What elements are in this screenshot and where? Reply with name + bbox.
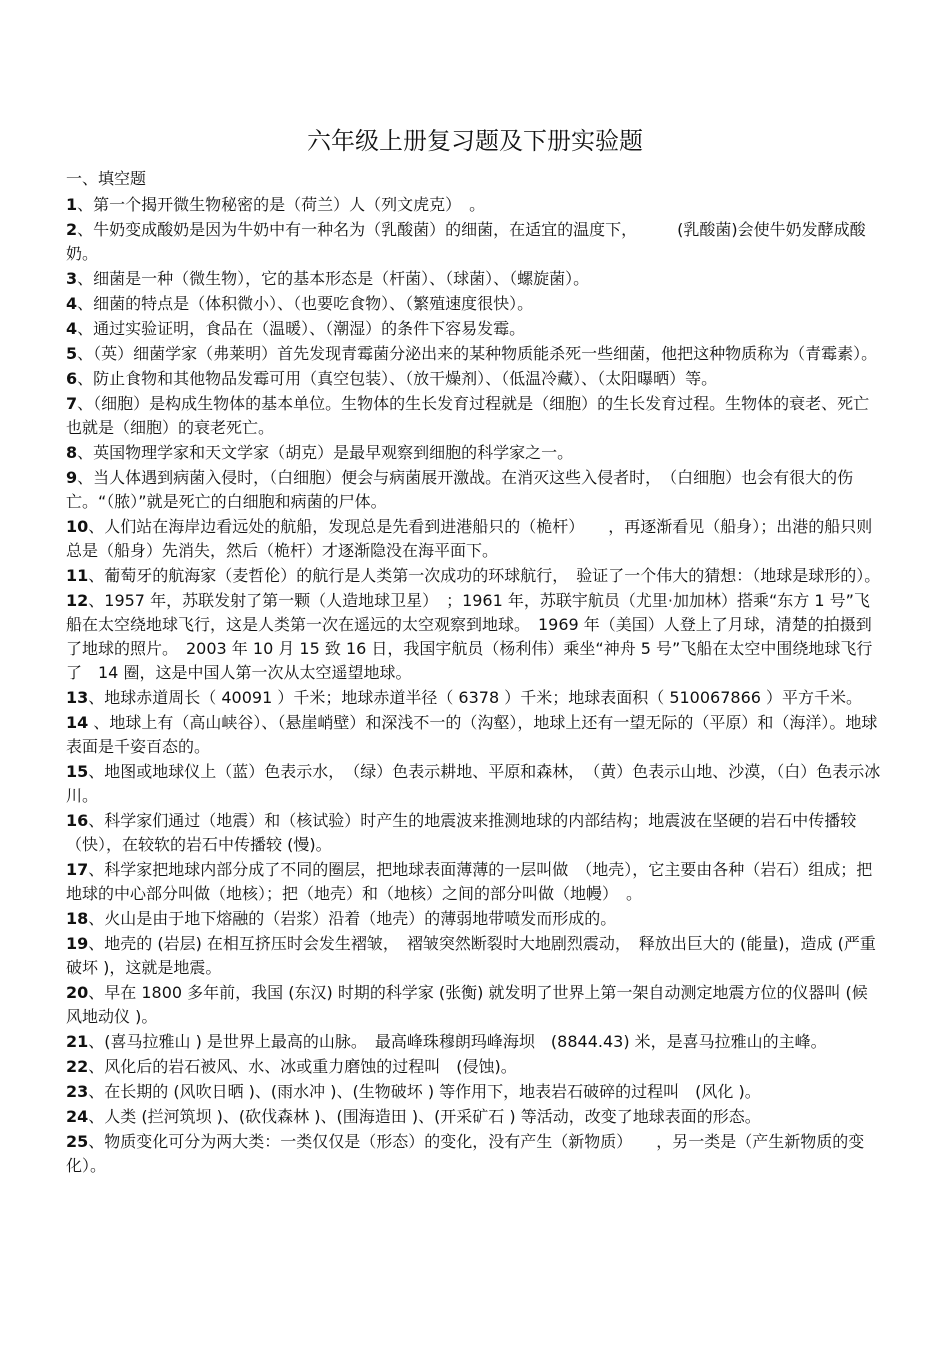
question-text: 、风化后的岩石被风、水、冰或重力磨蚀的过程叫 (侵蚀)。 [88, 1057, 517, 1076]
question-item [66, 466, 882, 514]
question-number: 22 [66, 1057, 89, 1076]
question-item [66, 809, 882, 857]
question-item [66, 392, 882, 440]
section-heading: 一、填空题 [66, 169, 147, 188]
question-item [66, 441, 882, 465]
question-item [66, 858, 882, 906]
question-number: 12 [66, 591, 89, 610]
question-text: 、物质变化可分为两大类：一类仅仅是（形态）的变化，没有产生（新物质） ，另一类是（产生新物质的变化）。 [66, 1132, 865, 1175]
question-item [66, 1080, 882, 1104]
question-text: 、当人体遇到病菌入侵时，（白细胞）便会与病菌展开激战。在消灭这些入侵者时， （白细胞）也会有很大的伤亡。“（脓）”就是死亡的白细胞和病菌的尸体。 [66, 468, 854, 511]
question-text: 、通过实验证明，食品在（温暖）、（潮湿）的条件下容易发霉。 [77, 319, 526, 338]
question-number: 3 [66, 269, 78, 288]
question-number: 5 [66, 344, 78, 363]
question-number: 24 [66, 1107, 89, 1126]
question-number: 13 [66, 688, 89, 707]
question-text: 、第一个揭开微生物秘密的是（荷兰）人（列文虎克） 。 [77, 195, 486, 214]
question-item [66, 1030, 882, 1054]
question-text: 、在长期的 (风吹日晒 )、(雨水冲 )、(生物破坏 ) 等作用下，地表岩石破碎的过程叫 (风化 )。 [88, 1082, 761, 1101]
question-number: 15 [66, 762, 89, 781]
question-item [66, 1055, 882, 1079]
question-text: 、(喜马拉雅山 ) 是世界上最高的山脉。 最高峰珠穆朗玛峰海坝 (8844.43) 米，是喜马拉雅山的主峰。 [88, 1032, 827, 1051]
question-number: 19 [66, 934, 89, 953]
question-number: 17 [66, 860, 89, 879]
question-text: 、牛奶变成酸奶是因为牛奶中有一种名为（乳酸菌）的细菌，在适宜的温度下， (乳酸菌)会使牛奶发酵成酸奶。 [66, 220, 866, 263]
question-number: 18 [66, 909, 89, 928]
question-number: 7 [66, 394, 78, 413]
question-item [66, 564, 882, 588]
question-number: 4 [66, 319, 78, 338]
question-text: 、地图或地球仪上（蓝）色表示水， （绿）色表示耕地、平原和森林， （黄）色表示山地、沙漠，（白）色表示冰川。 [66, 762, 881, 805]
question-number: 8 [66, 443, 78, 462]
question-item [66, 760, 882, 808]
question-list [66, 193, 882, 1179]
question-item [66, 1105, 882, 1129]
question-text: 、科学家们通过（地震）和（核试验）时产生的地震波来推测地球的内部结构；地震波在坚硬的岩石中传播较（快），在较软的岩石中传播较 (慢)。 [66, 811, 857, 854]
question-item [66, 292, 882, 316]
question-text: 、（细胞）是构成生物体的基本单位。生物体的生长发育过程就是（细胞）的生长发育过程。生物体的衰老、死亡也就是（细胞）的衰老死亡。 [66, 394, 870, 437]
question-text: 、地壳的 (岩层) 在相互挤压时会发生褶皱， 褶皱突然断裂时大地剧烈震动， 释放出巨大的 (能量)，造成 (严重破坏 )，这就是地震。 [66, 934, 876, 977]
question-text: 、（英）细菌学家（弗莱明）首先发现青霉菌分泌出来的某种物质能杀死一些细菌，他把这种物质称为（青霉素）。 [77, 344, 878, 363]
question-text: 、细菌是一种（微生物），它的基本形态是（杆菌）、（球菌）、（螺旋菌）。 [77, 269, 590, 288]
question-text: 、早在 1800 多年前，我国 (东汉) 时期的科学家 (张衡) 就发明了世界上第一架自动测定地震方位的仪器叫 (候风地动仪 )。 [66, 983, 868, 1026]
question-item [66, 193, 882, 217]
question-number: 10 [66, 517, 89, 536]
question-text: 、人类 (拦河筑坝 )、(砍伐森林 )、(围海造田 )、(开采矿石 ) 等活动，改变了地球表面的形态。 [88, 1107, 761, 1126]
question-text: 、细菌的特点是（体积微小）、（也要吃食物）、（繁殖速度很快）。 [77, 294, 534, 313]
question-item [66, 342, 882, 366]
question-number: 1 [66, 195, 78, 214]
question-text: 、地球赤道周长（ 40091 ）千米；地球赤道半径（ 6378 ）千米；地球表面积（ 510067866 ）平方千米。 [88, 688, 863, 707]
question-text: 、英国物理学家和天文学家（胡克）是最早观察到细胞的科学家之一。 [77, 443, 574, 462]
question-item [66, 589, 882, 685]
question-item [66, 981, 882, 1029]
question-text: 、葡萄牙的航海家（麦哲伦）的航行是人类第一次成功的环球航行， 验证了一个伟大的猜想：（地球是球形的）。 [88, 566, 881, 585]
question-item [66, 317, 882, 341]
question-number: 16 [66, 811, 89, 830]
question-number: 6 [66, 369, 78, 388]
question-number: 2 [66, 220, 78, 239]
question-number: 20 [66, 983, 89, 1002]
question-item [66, 907, 882, 931]
question-number: 23 [66, 1082, 89, 1101]
question-item [66, 267, 882, 291]
question-item [66, 367, 882, 391]
question-number: 11 [66, 566, 89, 585]
question-text: 、1957 年，苏联发射了第一颗（人造地球卫星） ；1961 年，苏联宇航员（尤里·加加林）搭乘“东方 1 号”飞船在太空绕地球飞行，这是人类第一次在遥远的太空观察到地球。 1969 年（美国）人登上了月球，清楚的拍摄到了地球的照片。 2003 年 10 月 15 致 16 日，我国宇航员（杨利伟）乘坐“神舟 5 号”飞船在太空中围绕地球飞行了 14 圈，这是中国人第一次从太空遥望地球。 [66, 591, 873, 682]
question-text: 、火山是由于地下熔融的（岩浆）沿着（地壳）的薄弱地带喷发而形成的。 [88, 909, 617, 928]
question-text: 、人们站在海岸边看远处的航船，发现总是先看到进港船只的（桅杆） ，再逐渐看见（船身）；出港的船只则总是（船身）先消失，然后（桅杆）才逐渐隐没在海平面下。 [66, 517, 873, 560]
question-text: 、防止食物和其他物品发霉可用（真空包装）、（放干燥剂）、（低温冷藏）、（太阳曝晒）等。 [77, 369, 718, 388]
question-item [66, 1130, 882, 1178]
question-text: 、科学家把地球内部分成了不同的圈层，把地球表面薄薄的一层叫做 （地壳），它主要由各种（岩石）组成；把地球的中心部分叫做（地核）；把（地壳）和（地核）之间的部分叫做（地幔） 。 [66, 860, 873, 903]
question-number: 25 [66, 1132, 89, 1151]
question-item [66, 218, 882, 266]
document-title: 六年级上册复习题及下册实验题 [307, 127, 643, 155]
question-number: 21 [66, 1032, 89, 1051]
question-text: 、地球上有（高山峡谷）、（悬崖峭壁）和深浅不一的（沟壑），地球上还有一望无际的（平原）和（海洋）。地球表面是千姿百态的。 [66, 713, 878, 756]
question-item [66, 515, 882, 563]
question-item [66, 686, 882, 710]
question-number: 14 [66, 713, 89, 732]
question-item [66, 711, 882, 759]
question-number: 9 [66, 468, 78, 487]
question-number: 4 [66, 294, 78, 313]
question-item [66, 932, 882, 980]
